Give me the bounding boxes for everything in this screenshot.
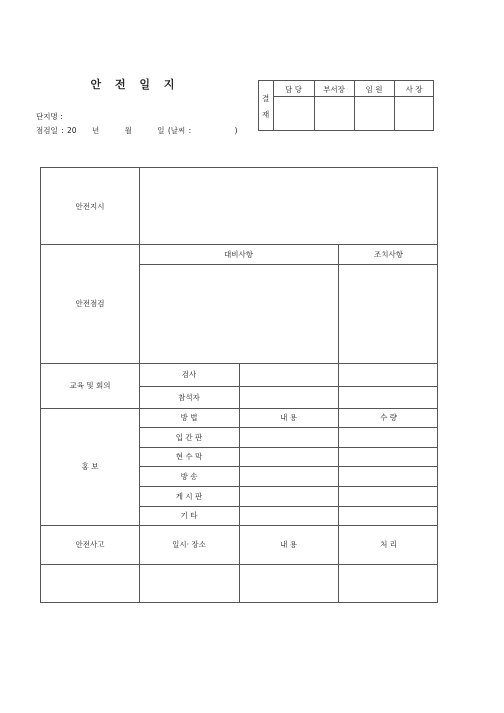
- inspection-label: 안전점검: [75, 299, 105, 308]
- handling-header: 처 리: [380, 540, 397, 549]
- action-header: 조치사항: [374, 249, 403, 259]
- promo-item-broadcast: 방 송: [180, 471, 198, 481]
- close-paren: ): [234, 126, 238, 135]
- edu-meeting-label: 교육 및 회의: [69, 381, 111, 390]
- year-label: 년: [91, 126, 100, 135]
- safety-log-table: [40, 167, 438, 603]
- accident-content-header: 내 용: [280, 540, 297, 549]
- attendees-label: 참석자: [178, 392, 200, 402]
- role-president: 사 장: [405, 85, 423, 94]
- role-dept-head: 부서장: [323, 85, 345, 94]
- role-executive: 임 원: [365, 85, 383, 94]
- promo-item-banner: 현 수 막: [175, 452, 203, 461]
- approval-label-1: 결: [262, 94, 270, 103]
- instructions-label: 안전지시: [75, 201, 105, 211]
- accident-label: 안전사고: [75, 540, 105, 549]
- document-title: 안 전 일 지: [90, 78, 180, 91]
- approval-box: [258, 80, 434, 131]
- method-header: 방 법: [180, 413, 198, 422]
- content-header: 내 용: [280, 413, 297, 422]
- month-label: 월: [124, 126, 132, 135]
- approval-label-2: 재: [262, 110, 270, 119]
- quantity-header: 수 량: [380, 413, 397, 422]
- date-label: 점검일 : 20: [36, 126, 77, 135]
- site-name-label: 단지명 :: [36, 112, 63, 121]
- subject-label: 검사: [181, 370, 197, 379]
- day-weather-label: 일 (날씨 :: [157, 126, 192, 135]
- datetime-place-header: 일시· 장소: [172, 540, 206, 549]
- promo-item-standing-sign: 입 간 판: [175, 432, 203, 442]
- role-staff: 담 당: [285, 85, 302, 94]
- promotion-label: 홍 보: [81, 462, 99, 471]
- promo-item-bulletin-board: 게 시 판: [175, 491, 203, 501]
- prep-header: 대비사항: [224, 249, 253, 259]
- inspection-date-line: [36, 125, 238, 136]
- promo-item-other: 기 타: [180, 511, 198, 520]
